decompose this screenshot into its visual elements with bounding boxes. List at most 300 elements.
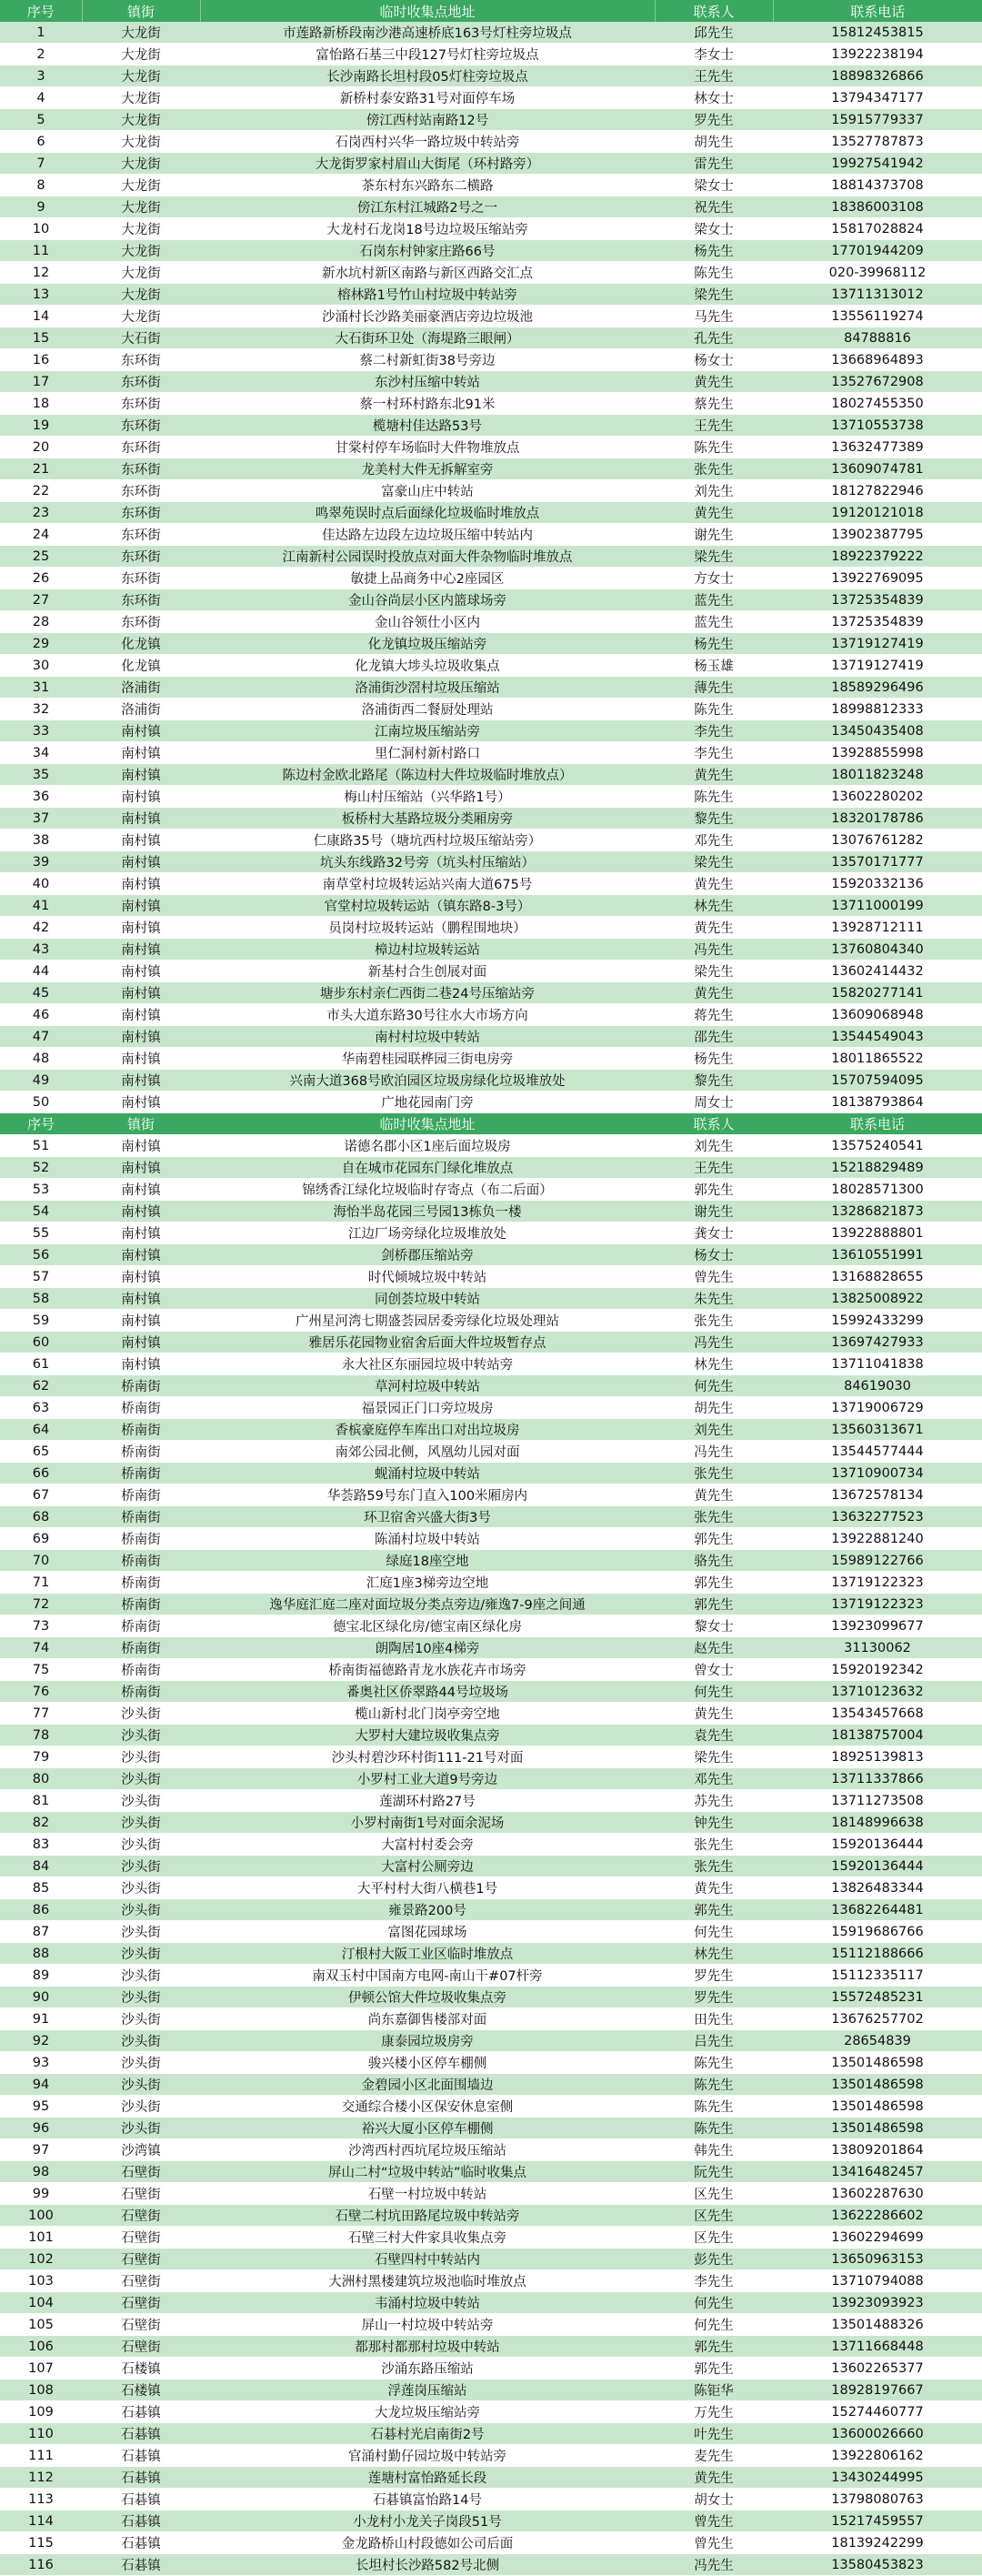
cell-phone: 13711273508	[773, 1790, 982, 1812]
cell-index: 48	[0, 1048, 82, 1070]
cell-index: 111	[0, 2445, 82, 2467]
cell-address: 长沙南路长坦村段05灯柱旁垃圾点	[200, 65, 655, 87]
table-row	[0, 1834, 982, 1856]
cell-address: 里仁洞村新村路口	[200, 742, 655, 764]
cell-phone: 13922238194	[773, 44, 982, 65]
cell-address: 富图花园球场	[200, 1921, 655, 1943]
cell-contact: 张先生	[655, 458, 773, 480]
cell-contact: 黄先生	[655, 764, 773, 786]
cell-index: 47	[0, 1026, 82, 1048]
cell-index: 109	[0, 2401, 82, 2423]
cell-contact: 祝先生	[655, 196, 773, 218]
cell-contact: 曾先生	[655, 2532, 773, 2554]
cell-index: 99	[0, 2183, 82, 2205]
cell-address: 韦涌村垃圾中转站	[200, 2292, 655, 2314]
cell-address: 梅山村压缩站（兴华路1号）	[200, 786, 655, 808]
cell-phone: 13711337866	[773, 1768, 982, 1790]
cell-contact: 彭先生	[655, 2249, 773, 2270]
cell-town: 东环街	[82, 415, 200, 437]
cell-phone: 13450435408	[773, 720, 982, 742]
cell-phone: 13760804340	[773, 939, 982, 961]
cell-contact: 陈先生	[655, 699, 773, 720]
table-row	[0, 1135, 982, 1157]
cell-index: 96	[0, 2118, 82, 2139]
cell-town: 南村镇	[82, 917, 200, 939]
table-row	[0, 917, 982, 939]
cell-phone: 15920192342	[773, 1659, 982, 1681]
cell-phone: 13928712111	[773, 917, 982, 939]
cell-address: 蚬涌村垃圾中转站	[200, 1463, 655, 1484]
table-row	[0, 2423, 982, 2445]
cell-town: 大龙街	[82, 22, 200, 44]
cell-address: 仁康路35号（塘坑西村垃圾压缩站旁）	[200, 830, 655, 851]
cell-address: 福景园正门口旁垃圾房	[200, 1397, 655, 1419]
cell-phone: 13697427933	[773, 1332, 982, 1353]
cell-index: 70	[0, 1550, 82, 1572]
cell-phone: 18028571300	[773, 1179, 982, 1201]
cell-address: 华荟路59号东门直入100米厢房内	[200, 1484, 655, 1506]
cell-town: 沙头街	[82, 1768, 200, 1790]
cell-town: 桥南街	[82, 1550, 200, 1572]
cell-phone: 13556119274	[773, 306, 982, 327]
cell-contact: 孔先生	[655, 327, 773, 349]
cell-town: 石壁街	[82, 2336, 200, 2358]
table-row	[0, 1768, 982, 1790]
cell-index: 65	[0, 1441, 82, 1463]
cell-index: 83	[0, 1834, 82, 1856]
cell-contact: 叶先生	[655, 2423, 773, 2445]
cell-town: 南村镇	[82, 982, 200, 1004]
cell-contact: 龚女士	[655, 1223, 773, 1244]
cell-phone: 18814373708	[773, 175, 982, 196]
cell-index: 87	[0, 1921, 82, 1943]
cell-address: 樟边村垃圾转运站	[200, 939, 655, 961]
cell-index: 52	[0, 1157, 82, 1179]
header-address: 临时收集点地址	[200, 0, 655, 22]
cell-address: 小龙村小龙关子岗段51号	[200, 2511, 655, 2532]
cell-address: 洛浦街沙滘村垃圾压缩站	[200, 677, 655, 699]
cell-index: 59	[0, 1310, 82, 1332]
cell-address: 富豪山庄中转站	[200, 480, 655, 502]
cell-index: 69	[0, 1528, 82, 1550]
header-town: 镇街	[82, 0, 200, 22]
cell-town: 沙头街	[82, 1790, 200, 1812]
cell-contact: 郭先生	[655, 1899, 773, 1921]
cell-contact: 陈先生	[655, 2096, 773, 2118]
table-row	[0, 2445, 982, 2467]
cell-index: 31	[0, 677, 82, 699]
cell-town: 洛浦街	[82, 699, 200, 720]
cell-contact: 张先生	[655, 1506, 773, 1528]
cell-address: 桥南街福德路青龙水族花卉市场旁	[200, 1659, 655, 1681]
table-row	[0, 65, 982, 87]
cell-index: 17	[0, 371, 82, 393]
cell-town: 石碁镇	[82, 2423, 200, 2445]
cell-contact: 麦先生	[655, 2445, 773, 2467]
cell-index: 45	[0, 982, 82, 1004]
cell-contact: 冯先生	[655, 1332, 773, 1353]
cell-address: 傍江东村江城路2号之一	[200, 196, 655, 218]
cell-address: 大洲村黑楼建筑垃圾池临时堆放点	[200, 2270, 655, 2292]
cell-phone: 13725354839	[773, 611, 982, 633]
cell-phone: 13544577444	[773, 1441, 982, 1463]
table-row	[0, 1397, 982, 1419]
cell-index: 107	[0, 2358, 82, 2380]
table-row	[0, 1987, 982, 2008]
cell-town: 沙头街	[82, 1877, 200, 1899]
cell-phone: 13632477389	[773, 437, 982, 458]
cell-index: 106	[0, 2336, 82, 2358]
table-row	[0, 742, 982, 764]
cell-index: 50	[0, 1092, 82, 1113]
cell-town: 石碁镇	[82, 2401, 200, 2423]
cell-address: 逸华庭汇庭二座对面垃圾分类点旁边/雍逸7-9座之间通	[200, 1594, 655, 1615]
table-row	[0, 1004, 982, 1026]
cell-index: 53	[0, 1179, 82, 1201]
cell-town: 南村镇	[82, 764, 200, 786]
cell-contact: 万先生	[655, 2401, 773, 2423]
table-row	[0, 1484, 982, 1506]
cell-contact: 曾先生	[655, 2511, 773, 2532]
cell-phone: 13710553738	[773, 415, 982, 437]
table-row	[0, 1441, 982, 1463]
cell-address: 沙湾西村西坑尾垃圾压缩站	[200, 2139, 655, 2161]
cell-contact: 梁先生	[655, 546, 773, 568]
cell-phone: 15919686766	[773, 1921, 982, 1943]
cell-town: 南村镇	[82, 939, 200, 961]
cell-index: 44	[0, 961, 82, 982]
cell-town: 沙头街	[82, 1965, 200, 1987]
table-row	[0, 1288, 982, 1310]
cell-phone: 18139242299	[773, 2532, 982, 2554]
table-row	[0, 44, 982, 65]
cell-index: 88	[0, 1943, 82, 1965]
cell-contact: 罗先生	[655, 1987, 773, 2008]
cell-contact: 周女士	[655, 1092, 773, 1113]
cell-index: 80	[0, 1768, 82, 1790]
cell-index: 42	[0, 917, 82, 939]
cell-phone: 13580453823	[773, 2554, 982, 2576]
cell-phone: 13809201864	[773, 2139, 982, 2161]
cell-phone: 13622286602	[773, 2205, 982, 2227]
cell-phone: 13826483344	[773, 1877, 982, 1899]
table-row	[0, 415, 982, 437]
table-row	[0, 1179, 982, 1201]
cell-contact: 郭先生	[655, 2336, 773, 2358]
cell-index: 73	[0, 1615, 82, 1637]
cell-town: 石碁镇	[82, 2445, 200, 2467]
cell-town: 桥南街	[82, 1419, 200, 1441]
cell-phone: 15920136444	[773, 1856, 982, 1877]
cell-address: 广地花园南门旁	[200, 1092, 655, 1113]
table-row	[0, 2161, 982, 2183]
cell-index: 86	[0, 1899, 82, 1921]
cell-index: 21	[0, 458, 82, 480]
cell-phone: 13610551991	[773, 1244, 982, 1266]
cell-index: 101	[0, 2227, 82, 2249]
table-row	[0, 175, 982, 196]
cell-contact: 蔡先生	[655, 393, 773, 415]
cell-contact: 胡先生	[655, 131, 773, 153]
cell-town: 桥南街	[82, 1572, 200, 1594]
table-row	[0, 764, 982, 786]
table-row	[0, 1092, 982, 1113]
cell-address: 敏捷上品商务中心2座园区	[200, 568, 655, 589]
cell-contact: 黄先生	[655, 982, 773, 1004]
cell-index: 89	[0, 1965, 82, 1987]
cell-index: 97	[0, 2139, 82, 2161]
cell-town: 南村镇	[82, 1244, 200, 1266]
cell-address: 朗陶居10座4梯旁	[200, 1637, 655, 1659]
table-row	[0, 196, 982, 218]
cell-town: 洛浦街	[82, 677, 200, 699]
cell-address: 佳达路左边段左边垃圾压缩中转站内	[200, 524, 655, 546]
cell-index: 95	[0, 2096, 82, 2118]
cell-phone: 15812453815	[773, 22, 982, 44]
cell-address: 市莲路新桥段南沙港高速桥底163号灯柱旁垃圾点	[200, 22, 655, 44]
cell-index: 84	[0, 1856, 82, 1877]
cell-contact: 刘先生	[655, 1135, 773, 1157]
cell-contact: 张先生	[655, 1310, 773, 1332]
header-phone: 联系电话	[773, 0, 982, 22]
cell-phone: 020-39968112	[773, 262, 982, 284]
cell-index: 100	[0, 2205, 82, 2227]
cell-contact: 陈先生	[655, 2118, 773, 2139]
cell-phone: 13668964893	[773, 349, 982, 371]
cell-town: 大龙街	[82, 131, 200, 153]
table-row	[0, 2489, 982, 2511]
cell-town: 石壁街	[82, 2205, 200, 2227]
cell-contact: 梁女士	[655, 175, 773, 196]
table-row	[0, 873, 982, 895]
cell-contact: 何先生	[655, 2314, 773, 2336]
cell-address: 蔡二村新虹街38号旁边	[200, 349, 655, 371]
cell-address: 龙美村大件无拆解室旁	[200, 458, 655, 480]
cell-contact: 何先生	[655, 1681, 773, 1703]
cell-phone: 13501486598	[773, 2052, 982, 2074]
table-row	[0, 480, 982, 502]
cell-index: 93	[0, 2052, 82, 2074]
cell-phone: 13922888801	[773, 1223, 982, 1244]
cell-index: 90	[0, 1987, 82, 2008]
cell-address: 新基村合生创展对面	[200, 961, 655, 982]
cell-contact: 梁先生	[655, 284, 773, 306]
table-row	[0, 458, 982, 480]
cell-phone: 13602265377	[773, 2358, 982, 2380]
cell-town: 沙头街	[82, 2074, 200, 2096]
cell-town: 石碁镇	[82, 2489, 200, 2511]
cell-phone: 18138793864	[773, 1092, 982, 1113]
cell-index: 19	[0, 415, 82, 437]
table-row	[0, 939, 982, 961]
cell-contact: 郭先生	[655, 1572, 773, 1594]
table-row	[0, 2380, 982, 2401]
cell-address: 金碧园小区北面围墙边	[200, 2074, 655, 2096]
cell-phone: 13711668448	[773, 2336, 982, 2358]
cell-town: 东环街	[82, 437, 200, 458]
cell-phone: 13825008922	[773, 1288, 982, 1310]
cell-town: 南村镇	[82, 961, 200, 982]
cell-address: 傍江西村站南路12号	[200, 109, 655, 131]
cell-address: 长坦村长沙路582号北侧	[200, 2554, 655, 2576]
cell-contact: 曾先生	[655, 1266, 773, 1288]
cell-phone: 13923099677	[773, 1615, 982, 1637]
cell-contact: 张先生	[655, 1834, 773, 1856]
cell-index: 51	[0, 1135, 82, 1157]
subheader-cell: 序号	[0, 1113, 82, 1135]
cell-town: 沙头街	[82, 2052, 200, 2074]
cell-address: 都那村都那村垃圾中转站	[200, 2336, 655, 2358]
cell-address: 茶东村东兴路东二横路	[200, 175, 655, 196]
cell-town: 桥南街	[82, 1659, 200, 1681]
cell-contact: 黄先生	[655, 371, 773, 393]
cell-address: 金山谷尚层小区内篮球场旁	[200, 589, 655, 611]
cell-town: 桥南街	[82, 1594, 200, 1615]
cell-address: 东沙村压缩中转站	[200, 371, 655, 393]
cell-phone: 13632277523	[773, 1506, 982, 1528]
cell-town: 沙头街	[82, 1987, 200, 2008]
table-row	[0, 808, 982, 830]
cell-phone: 13725354839	[773, 589, 982, 611]
cell-index: 29	[0, 633, 82, 655]
table-row	[0, 895, 982, 917]
cell-phone: 13570171777	[773, 851, 982, 873]
cell-town: 南村镇	[82, 1223, 200, 1244]
cell-address: 时代倾城垃圾中转站	[200, 1266, 655, 1288]
cell-town: 化龙镇	[82, 655, 200, 677]
cell-phone: 13711000199	[773, 895, 982, 917]
table-row	[0, 830, 982, 851]
cell-town: 南村镇	[82, 1332, 200, 1353]
cell-phone: 15218829489	[773, 1157, 982, 1179]
cell-phone: 15992433299	[773, 1310, 982, 1332]
cell-town: 南村镇	[82, 1070, 200, 1092]
cell-town: 南村镇	[82, 1135, 200, 1157]
table-row	[0, 1594, 982, 1615]
cell-town: 石壁街	[82, 2292, 200, 2314]
cell-town: 石碁镇	[82, 2532, 200, 2554]
cell-phone: 18127822946	[773, 480, 982, 502]
cell-phone: 13501486598	[773, 2074, 982, 2096]
cell-contact: 何先生	[655, 2292, 773, 2314]
cell-index: 108	[0, 2380, 82, 2401]
cell-phone: 15112188666	[773, 1943, 982, 1965]
cell-index: 23	[0, 502, 82, 524]
cell-index: 61	[0, 1353, 82, 1375]
cell-address: 大富村村委会旁	[200, 1834, 655, 1856]
cell-town: 东环街	[82, 589, 200, 611]
cell-address: 石岗东村钟家庄路66号	[200, 240, 655, 262]
cell-address: 屏山一村垃圾中转站旁	[200, 2314, 655, 2336]
cell-index: 26	[0, 568, 82, 589]
cell-contact: 黄先生	[655, 917, 773, 939]
table-row	[0, 2074, 982, 2096]
cell-phone: 13501488326	[773, 2314, 982, 2336]
cell-contact: 黄先生	[655, 2467, 773, 2489]
cell-index: 76	[0, 1681, 82, 1703]
cell-phone: 13928855998	[773, 742, 982, 764]
table-row	[0, 240, 982, 262]
table-row	[0, 1790, 982, 1812]
cell-index: 40	[0, 873, 82, 895]
cell-town: 东环街	[82, 524, 200, 546]
cell-phone: 18925139813	[773, 1746, 982, 1768]
cell-town: 沙头街	[82, 2118, 200, 2139]
table-row	[0, 1921, 982, 1943]
cell-phone: 13922881240	[773, 1528, 982, 1550]
cell-index: 58	[0, 1288, 82, 1310]
cell-contact: 区先生	[655, 2205, 773, 2227]
cell-phone: 13076761282	[773, 830, 982, 851]
cell-phone: 18928197667	[773, 2380, 982, 2401]
table-row	[0, 677, 982, 699]
cell-address: 南郊公园北侧，风凰幼儿园对面	[200, 1441, 655, 1463]
cell-town: 南村镇	[82, 830, 200, 851]
cell-contact: 杨先生	[655, 1048, 773, 1070]
cell-address: 大石街环卫处（海堤路三眼闸）	[200, 327, 655, 349]
cell-address: 南村村垃圾中转站	[200, 1026, 655, 1048]
cell-contact: 刘先生	[655, 1419, 773, 1441]
cell-address: 小罗村工业大道9号旁边	[200, 1768, 655, 1790]
cell-index: 63	[0, 1397, 82, 1419]
cell-town: 石楼镇	[82, 2358, 200, 2380]
cell-address: 沙涌村长沙路美丽豪酒店旁边垃圾池	[200, 306, 655, 327]
cell-address: 德宝北区绿化房/德宝南区绿化房	[200, 1615, 655, 1637]
cell-town: 南村镇	[82, 808, 200, 830]
cell-phone: 13719127419	[773, 633, 982, 655]
cell-contact: 赵先生	[655, 1637, 773, 1659]
cell-town: 沙头街	[82, 1856, 200, 1877]
cell-phone: 18320178786	[773, 808, 982, 830]
cell-phone: 15707594095	[773, 1070, 982, 1092]
cell-address: 石壁一村垃圾中转站	[200, 2183, 655, 2205]
cell-contact: 何先生	[655, 1375, 773, 1397]
cell-town: 桥南街	[82, 1375, 200, 1397]
table-row	[0, 2096, 982, 2118]
cell-index: 110	[0, 2423, 82, 2445]
cell-town: 沙头街	[82, 1725, 200, 1746]
cell-phone: 13286821873	[773, 1201, 982, 1223]
cell-contact: 罗先生	[655, 109, 773, 131]
cell-town: 南村镇	[82, 1026, 200, 1048]
cell-address: 南草堂村垃圾转运站兴南大道675号	[200, 873, 655, 895]
cell-contact: 田先生	[655, 2008, 773, 2030]
cell-contact: 陈先生	[655, 437, 773, 458]
cell-phone: 15274460777	[773, 2401, 982, 2423]
cell-address: 自在城市花园东门绿化堆放点	[200, 1157, 655, 1179]
cell-contact: 黄先生	[655, 873, 773, 895]
table-row	[0, 1048, 982, 1070]
cell-contact: 谢先生	[655, 1201, 773, 1223]
table-row	[0, 218, 982, 240]
cell-phone: 13719122323	[773, 1572, 982, 1594]
cell-address: 洛浦街西二餐厨处理站	[200, 699, 655, 720]
cell-town: 南村镇	[82, 1179, 200, 1201]
cell-address: 石壁二村坑田路尾垃圾中转站旁	[200, 2205, 655, 2227]
cell-phone: 15989122766	[773, 1550, 982, 1572]
cell-address: 莲塘村富怡路延长段	[200, 2467, 655, 2489]
cell-index: 81	[0, 1790, 82, 1812]
cell-phone: 13600026660	[773, 2423, 982, 2445]
table-row	[0, 22, 982, 44]
cell-town: 东环街	[82, 480, 200, 502]
cell-index: 71	[0, 1572, 82, 1594]
cell-address: 金山谷领仕小区内	[200, 611, 655, 633]
cell-town: 桥南街	[82, 1484, 200, 1506]
cell-index: 3	[0, 65, 82, 87]
cell-contact: 王先生	[655, 65, 773, 87]
header-index: 序号	[0, 0, 82, 22]
